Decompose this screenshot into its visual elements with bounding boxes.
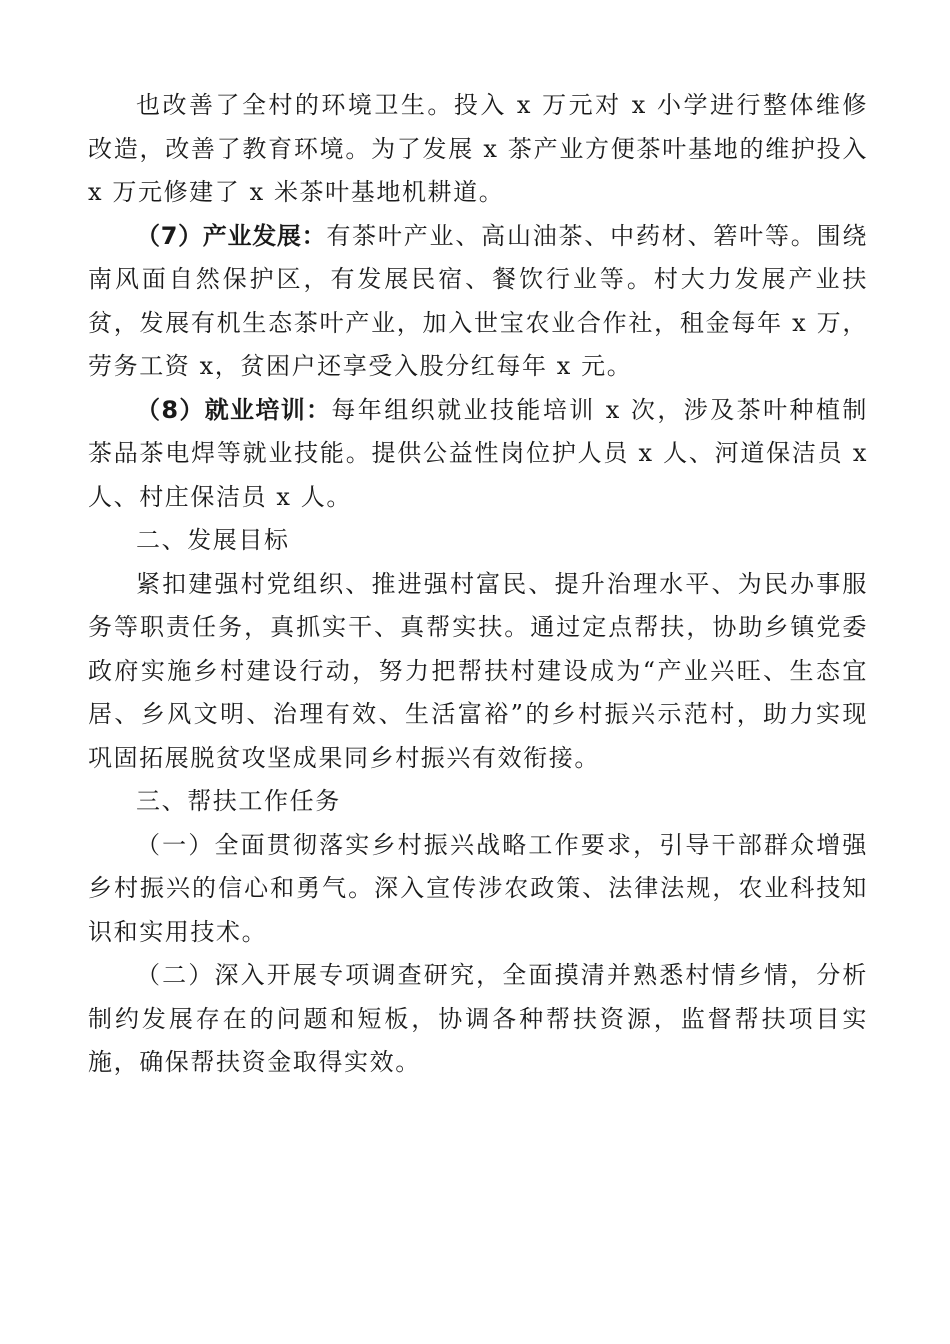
paragraph-text: 紧扣建强村党组织、推进强村富民、提升治理水平、为民办事服务等职责任务，真抓实干、真帮实扶。通过定点帮扶，协助乡镇党委政府实施乡村建设行动，努力把帮扶村建设成为“产业兴旺、生态宜居、乡风文明、治理有效、生活富裕”的乡村振兴示范村，助力实现巩固拓展脱贫攻坚成果同乡村振兴有效衔接。: [88, 569, 868, 772]
paragraph-task-two: [88, 954, 868, 1085]
paragraph-infrastructure: [88, 84, 868, 215]
paragraph-text: 每年组织就业技能培训 x 次，涉及茶叶种植制茶品茶电焊等就业技能。提供公益性岗位护人员 x 人、河道保洁员 x 人、村庄保洁员 x 人。: [88, 395, 868, 511]
paragraph-task-one: [88, 824, 868, 955]
paragraph-industry-development: [88, 215, 868, 389]
paragraph-text: 也改善了全村的环境卫生。投入 x 万元对 x 小学进行整体维修改造，改善了教育环境。为了发展 x 茶产业方便茶叶基地的维护投入 x 万元修建了 x 米茶叶基地机耕道。: [88, 91, 868, 206]
section-heading-text: 二、发展目标: [136, 526, 290, 554]
paragraph-text: 有茶叶产业、高山油茶、中药材、箬叶等。围绕南风面自然保护区，有发展民宿、餐饮行业等。村大力发展产业扶贫，发展有机生态茶叶产业，加入世宝农业合作社，租金每年 x 万，劳务工资 x，贫困户还享受入股分红每年 x 元。: [88, 221, 868, 380]
paragraph-goals: [88, 563, 868, 781]
section-heading-assistance-tasks: [88, 780, 868, 824]
paragraph-heading: （8）就业培训：: [136, 395, 332, 424]
paragraph-text: （一）全面贯彻落实乡村振兴战略工作要求，引导干部群众增强乡村振兴的信心和勇气。深入宣传涉农政策、法律法规，农业科技知识和实用技术。: [88, 830, 868, 946]
document-page: [88, 84, 868, 1085]
paragraph-heading: （7）产业发展：: [136, 221, 327, 250]
paragraph-employment-training: [88, 389, 868, 520]
section-heading-development-goals: [88, 519, 868, 563]
paragraph-text: （二）深入开展专项调查研究，全面摸清并熟悉村情乡情，分析制约发展存在的问题和短板，协调各种帮扶资源，监督帮扶项目实施，确保帮扶资金取得实效。: [88, 961, 868, 1076]
section-heading-text: 三、帮扶工作任务: [136, 787, 341, 815]
